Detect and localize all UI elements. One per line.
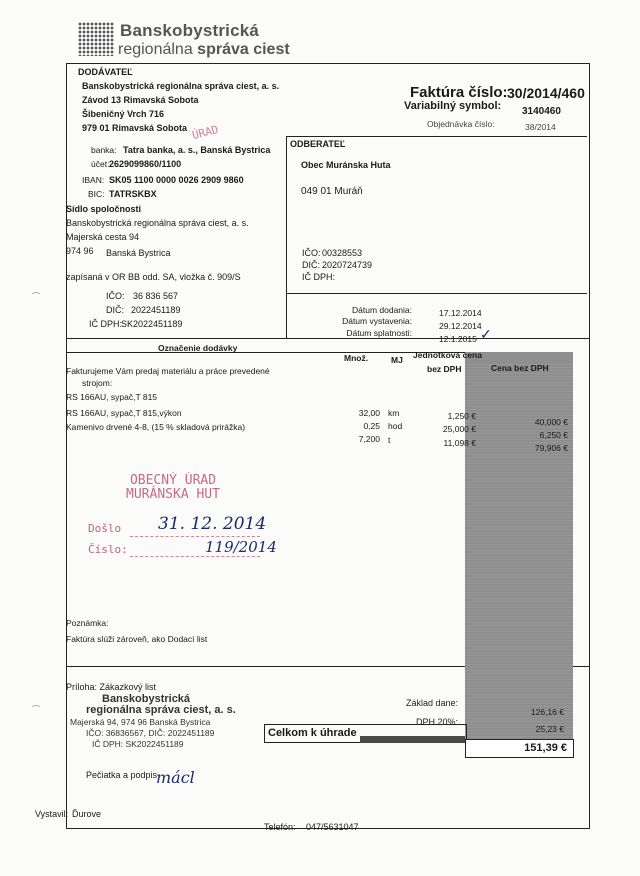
seat-name: Banskobystrická regionálna správa ciest, a. s. <box>66 218 249 228</box>
supplier-dic: 2022451189 <box>131 305 181 315</box>
footer-stamp-line1: Banskobystrická <box>102 693 191 705</box>
checkmark-icon: ✓ <box>480 326 492 342</box>
bic-value: TATRSKBX <box>109 189 157 199</box>
bic-label: BIC: <box>88 189 105 199</box>
col-header-price-sub: bez DPH <box>427 364 462 374</box>
bank-label: banka: <box>91 145 117 155</box>
item-desc: Kamenivo drvené 4-8, (15 % skladová prirážka) <box>66 422 246 432</box>
item-price: 25,000 € <box>442 424 476 434</box>
punch-hole <box>30 705 42 715</box>
issued-by-label: Vystavil: <box>35 809 69 819</box>
item-desc: RS 166AU, sypač,T 815,výkon <box>66 408 182 418</box>
supplier-ico: 36 836 567 <box>133 291 179 301</box>
seat-street: Majerská cesta 94 <box>66 232 140 242</box>
invoice-title-label: Faktúra číslo: <box>410 84 508 101</box>
customer-ico-label: IČO: <box>302 248 321 258</box>
phone-value: 047/5631047 <box>306 822 359 832</box>
tax-base-label: Základ dane: <box>405 698 458 708</box>
issued-by-name: Ďurove <box>72 809 102 819</box>
supplier-title: DODÁVATEĽ <box>78 67 133 77</box>
office-stamp-line1: OBECNÝ ÚRAD <box>129 473 217 488</box>
received-date: 31. 12. 2014 <box>158 514 267 534</box>
col-header-desc: Označenie dodávky <box>158 343 238 353</box>
note-text: Faktúra slúži zároveň, ako Dodací list <box>66 634 208 644</box>
received-label: Došlo <box>88 522 122 535</box>
customer-dic-label: DIČ: <box>302 260 320 270</box>
item-total: 40,000 € <box>534 417 568 427</box>
signature: mácl <box>156 768 195 787</box>
col-header-unit: MJ <box>391 355 403 365</box>
footer-stamp-line3: Majerská 94, 974 96 Banská Bystrica <box>70 717 211 727</box>
issue-date: 29.12.2014 <box>439 321 482 331</box>
company-logo-icon <box>78 22 114 56</box>
customer-title: ODBERATEĽ <box>290 139 346 149</box>
item-price: 11,098 € <box>443 438 476 448</box>
due-date: 12.1.2015 <box>439 334 477 344</box>
supplier-city: 979 01 Rimavská Sobota <box>82 123 188 133</box>
reg-number-label: Číslo: <box>88 543 128 556</box>
seat-city: Banská Bystrica <box>106 248 171 258</box>
footer-stamp-line5: IČ DPH: SK2022451189 <box>92 739 184 749</box>
col-header-total: Cena bez DPH <box>491 363 549 373</box>
logo-text-line2: regionálna správa ciest <box>118 41 290 58</box>
phone-label: Telefón: <box>264 822 296 832</box>
total-value: 151,39 € <box>524 742 567 754</box>
iban-label: IBAN: <box>82 175 105 185</box>
item-qty: 0,25 <box>363 421 380 431</box>
office-stamp-line2: MURÁNSKA HUT <box>126 487 220 502</box>
col-header-qty: Množ. <box>344 353 369 363</box>
due-date-label: Dátum splatnosti: <box>346 328 412 338</box>
variable-symbol-label: Variabilný symbol: <box>404 100 502 112</box>
account-value: 2629099860/1100 <box>109 159 182 169</box>
supplier-dic-label: DIČ: <box>106 305 124 315</box>
item-total: 79,906 € <box>534 443 568 453</box>
iban-value: SK05 1100 0000 0026 2909 9860 <box>109 175 244 185</box>
customer-ico: 00328553 <box>322 248 363 258</box>
seat-title: Sídlo spoločnosti <box>66 204 142 214</box>
logo-text-line1: Banskobystrická <box>120 21 260 40</box>
intro-text-1: Fakturujeme Vám predaj materiálu a práce prevedené <box>66 366 270 376</box>
reg-number: 119/2014 <box>205 538 277 556</box>
supplier-branch: Závod 13 Rimavská Sobota <box>82 95 199 105</box>
vat-label: DPH 20%: <box>415 717 458 727</box>
customer-name: Obec Muránska Huta <box>301 160 391 170</box>
bank-value: Tatra banka, a. s., Banská Bystrica <box>123 145 271 155</box>
order-number: 38/2014 <box>525 122 556 132</box>
customer-icdph-label: IČ DPH: <box>302 272 336 282</box>
total-label: Celkom k úhrade <box>268 727 357 739</box>
item-qty: 7,200 <box>358 434 380 444</box>
order-label: Objednávka číslo: <box>427 119 495 129</box>
issue-date-label: Dátum vystavenia: <box>342 316 412 326</box>
customer-city: 049 01 Muráň <box>301 186 363 197</box>
office-stamp <box>88 474 258 502</box>
seat-zip: 974 96 <box>66 246 94 256</box>
supplier-icdph-label: IČ DPH: <box>89 319 123 329</box>
item-price: 1,250 € <box>447 411 476 421</box>
item-unit: t <box>388 435 391 445</box>
account-label: účet: <box>91 159 110 169</box>
register-info: zapísaná v OR BB odd. SA, vložka č. 909/S <box>66 272 241 282</box>
item-total: 6,250 € <box>539 430 568 440</box>
received-stamp-fragment: ÚRAD <box>190 122 220 143</box>
customer-dic: 2020724739 <box>322 260 373 270</box>
col-header-price: Jednotková cena <box>413 350 482 360</box>
supplier-name: Banskobystrická regionálna správa ciest, a. s. <box>82 81 280 91</box>
footer-stamp-line4: IČO: 36836567, DIČ: 2022451189 <box>86 728 215 738</box>
supplier-icdph: SK2022451189 <box>121 319 183 329</box>
intro-text-2: strojom: <box>82 378 113 388</box>
note-label: Poznámka: <box>66 618 109 628</box>
supplier-street: Šibeničný Vrch 716 <box>82 109 165 119</box>
punch-hole <box>30 292 42 302</box>
item-unit: km <box>388 408 400 418</box>
variable-symbol: 3140460 <box>522 106 561 117</box>
delivery-date-label: Dátum dodania: <box>351 305 412 315</box>
item-unit: hod <box>388 421 403 431</box>
delivery-date: 17.12.2014 <box>439 308 482 318</box>
sign-label: Pečiatka a podpis <box>86 770 158 780</box>
supplier-ico-label: IČO: <box>106 291 125 301</box>
invoice-number: 30/2014/460 <box>507 85 585 101</box>
attachment: Príloha: Zákazkový list <box>66 682 157 692</box>
item-qty: 32,00 <box>358 408 380 418</box>
footer-stamp-line2: regionálna správa ciest, a. s. <box>86 704 236 716</box>
tax-base-value: 126,16 € <box>530 707 564 717</box>
vat-value: 25,23 € <box>535 724 564 734</box>
item-desc: RS 166AU, sypač,T 815 <box>66 392 158 402</box>
